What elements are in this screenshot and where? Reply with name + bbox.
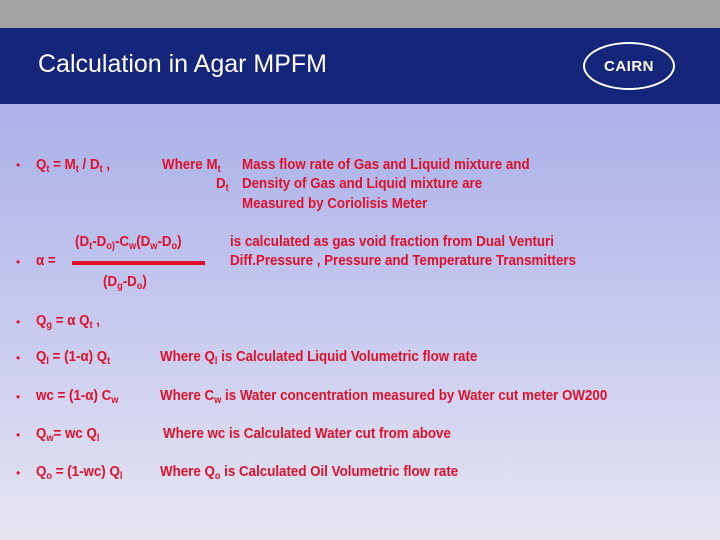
bullet: •	[16, 351, 21, 365]
bullet: •	[16, 255, 21, 269]
where-mt: Where $M_t$	[162, 157, 221, 175]
bullet: •	[16, 315, 21, 329]
cairn-logo: CAIRN	[583, 42, 675, 90]
formula-qt: $Q_t = M_t / D_t$ ,	[36, 157, 111, 175]
formula-wc: wc = (1-α) $C_w$	[36, 388, 119, 406]
formula-qg: $Q_g = \alpha$ $Q_t$ ,	[36, 313, 100, 331]
top-bar	[0, 0, 720, 28]
formula-qw: $Q_w=$ wc $Q_l$	[36, 426, 100, 444]
alpha-numerator: ($D_t-D_{o)}-C_w(D_w-D_o)$	[75, 234, 182, 252]
mt-description: Mass flow rate of Gas and Liquid mixture and	[242, 157, 530, 173]
bullet: •	[16, 158, 21, 172]
bullet: •	[16, 466, 21, 480]
dt-description: Density of Gas and Liquid mixture are	[242, 176, 483, 192]
alpha-desc-1: is calculated as gas void fraction from Dual Venturi	[230, 234, 554, 250]
ql-description: Where $Q_l$ is Calculated Liquid Volumetric flow rate	[160, 349, 478, 367]
formula-qo: $Q_o = (1-wc)$ $Q_l$	[36, 464, 123, 482]
alpha-label: α =	[36, 253, 56, 269]
bullet: •	[16, 428, 21, 442]
dt-symbol: $D_t$	[216, 176, 229, 194]
wc-description: Where wc is Calculated Water cut from above	[163, 426, 451, 442]
fraction-bar	[72, 261, 205, 265]
cw-description: Where $C_w$ is Water concentration measured by Water cut meter OW200	[160, 388, 608, 406]
header	[0, 28, 720, 104]
alpha-desc-2: Diff.Pressure , Pressure and Temperature Transmitters	[230, 253, 576, 269]
coriolis-note: Measured by Coriolisis Meter	[242, 196, 428, 212]
bullet: •	[16, 390, 21, 404]
qo-description: Where $Q_o$ is Calculated Oil Volumetric flow rate	[160, 464, 459, 482]
alpha-denominator: $(D_g-D_o)$	[103, 274, 147, 292]
formula-ql: $Q_l = (1-\alpha)$ $Q_t$	[36, 349, 111, 367]
slide-title: Calculation in Agar MPFM	[38, 50, 328, 78]
